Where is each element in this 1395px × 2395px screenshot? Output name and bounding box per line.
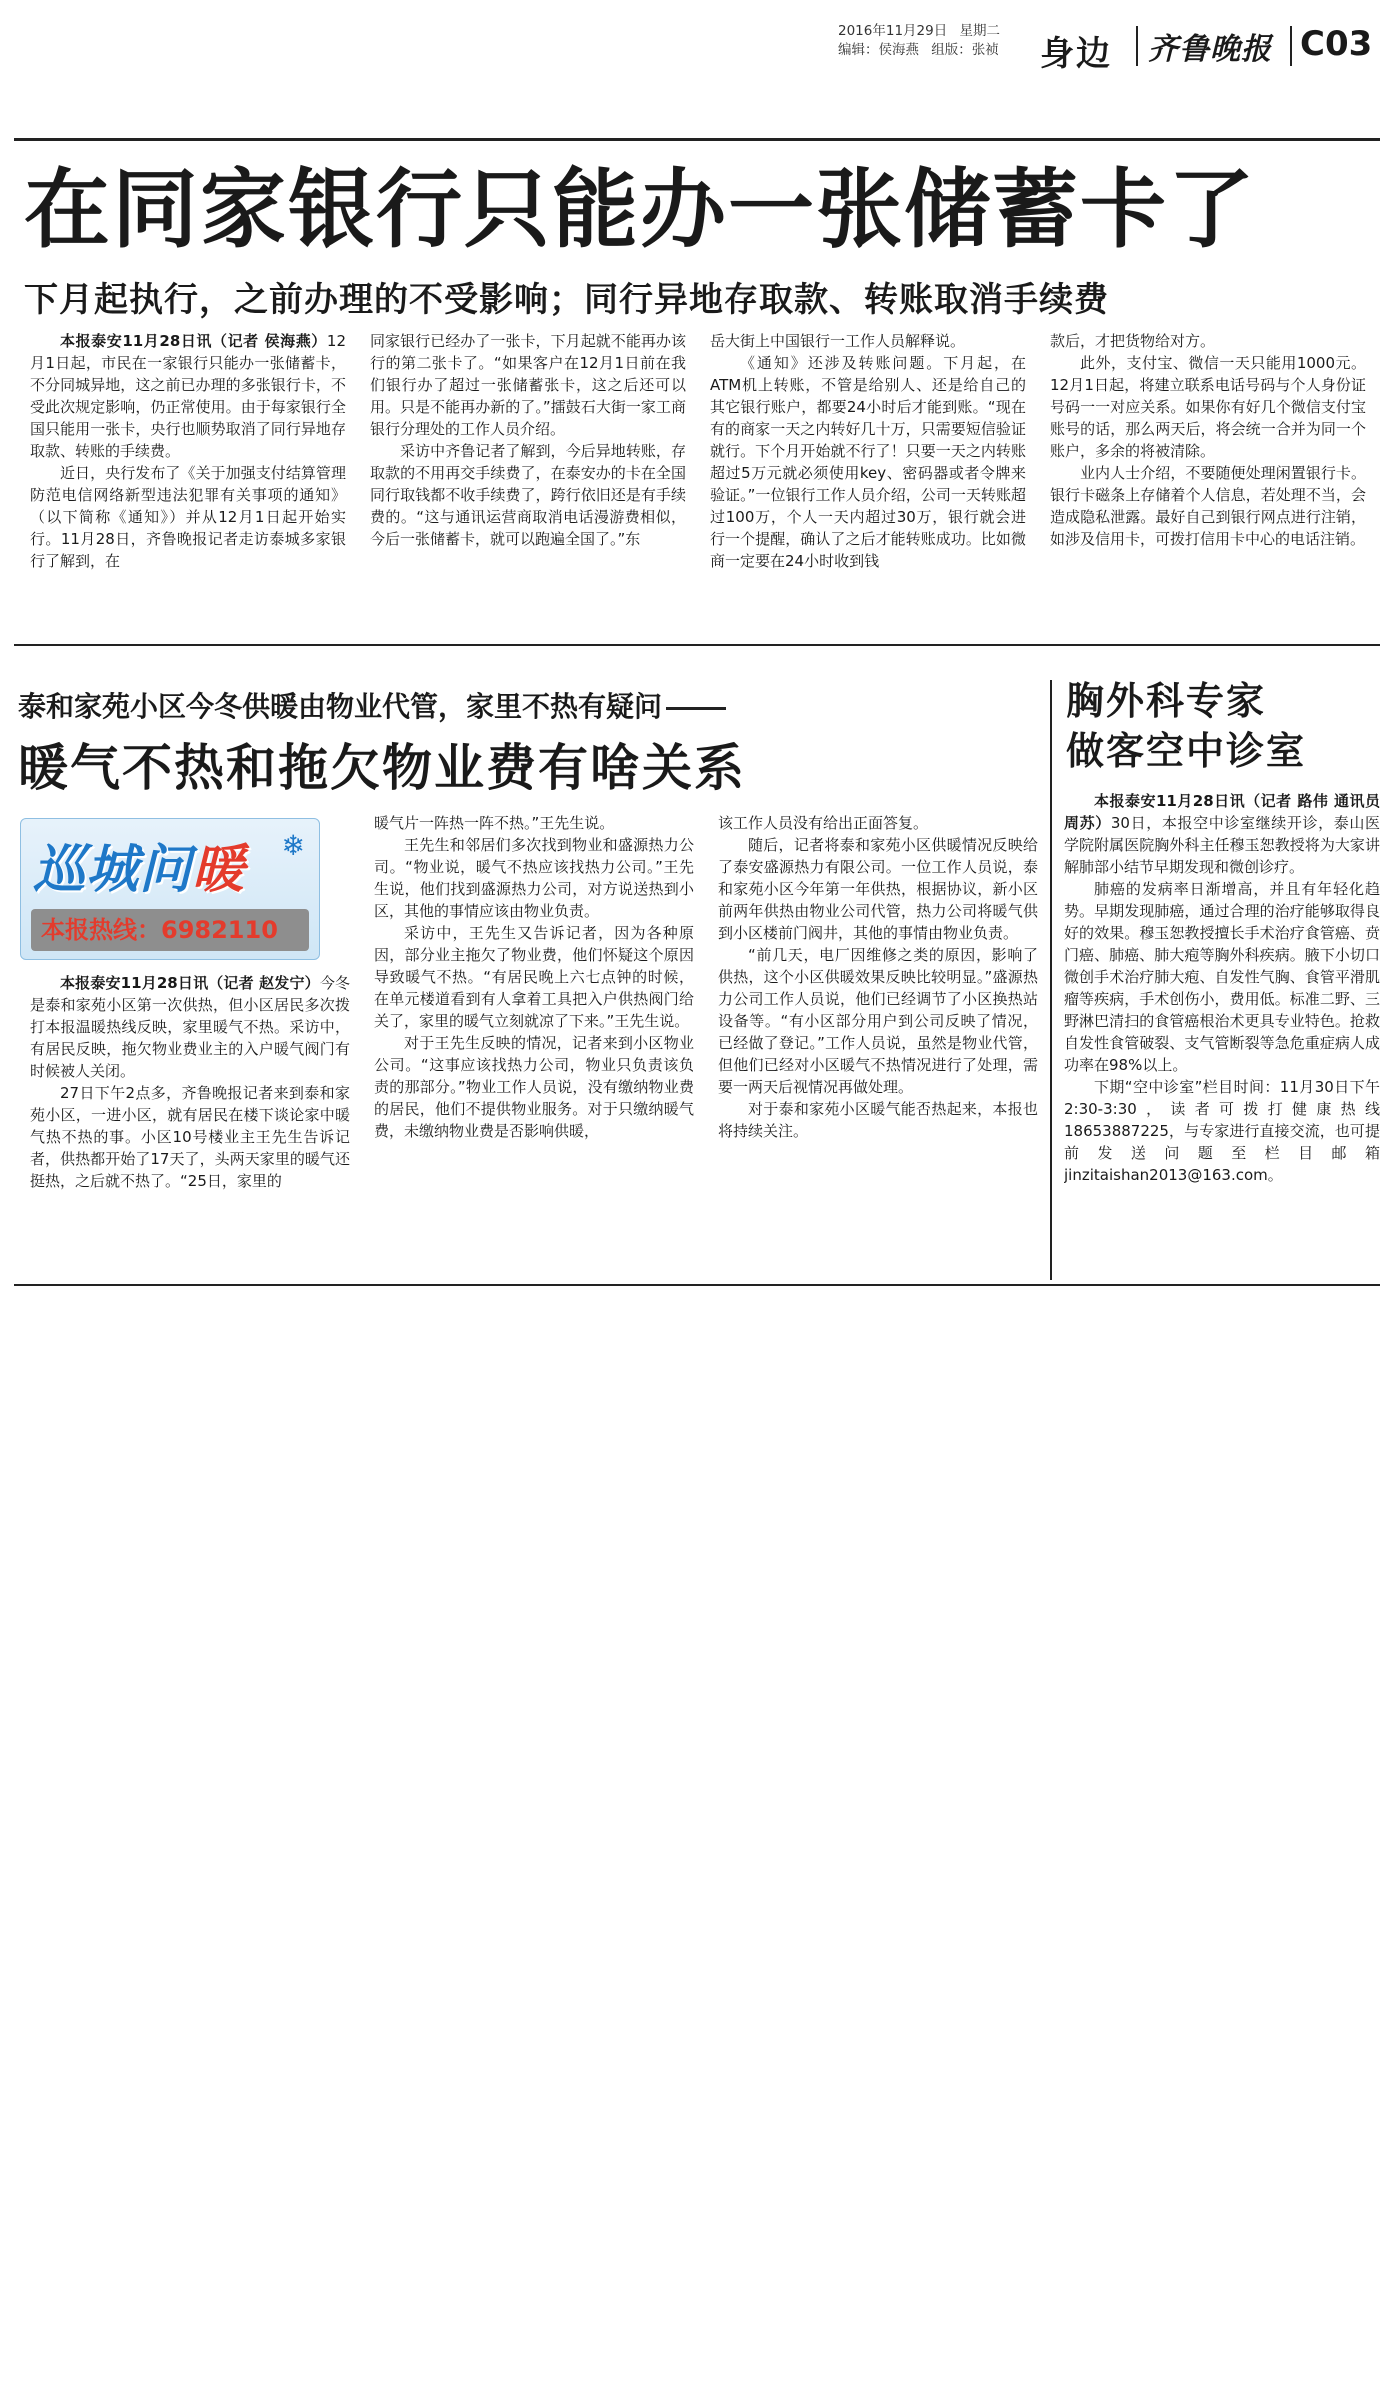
paragraph: 采访中齐鲁记者了解到，今后异地转账，存取款的不用再交手续费了，在泰安办的卡在全国同行取钱都不收手续费了，跨行依旧还是有手续费的。“这与通讯运营商取消电话漫游费相似，今后一张储蓄卡，就可以跑遍全国了。”东 [370,442,686,548]
layout-credit: 组版：张祯 [931,42,999,58]
paragraph: 暖气片一阵热一阵不热。”王先生说。 [374,814,615,832]
column-divider [1050,680,1052,1280]
header-divider [1136,26,1138,66]
article-c-byline: 本报泰安11月28日讯（记者 路伟 通讯员 周苏） [1064,792,1380,832]
article-a-byline: 本报泰安11月28日讯（记者 侯海燕） [60,332,327,350]
paragraph: 款后，才把货物给对方。 [1050,332,1216,350]
article-a-column [698,330,1038,628]
paragraph: 同家银行已经办了一张卡，下月起就不能再办该行的第二张卡了。“如果客户在12月1日前在我们银行办了超过一张储蓄张卡，这之后还可以用。只是不能再办新的了。”擂鼓石大街一家工商银行分理处的工作人员介绍。 [370,332,686,438]
paragraph: 今冬是泰和家苑小区第一次供热，但小区居民多次拨打本报温暖热线反映，家里暖气不热。采访中，有居民反映，拖欠物业费业主的入户暖气阀门有时候被人关闭。 [30,974,350,1080]
article-b-column [706,812,1050,1272]
headline-line: 做客空中诊室 [1066,729,1307,773]
paragraph: 下期“空中诊室”栏目时间：11月30日下午2:30-3:30，读者可拨打健康热线18653887225，与专家进行直接交流，也可提前发送问题至栏目邮箱jinzitaishan2013@163.com。 [1064,1078,1380,1184]
paragraph: 27日下午2点多，齐鲁晚报记者来到泰和家苑小区，一进小区，就有居民在楼下谈论家中暖气热不热的事。小区10号楼业主王先生告诉记者，供热都开始了17天了，头两天家里的暖气还挺热，之后就不热了。“25日，家里的 [30,1084,350,1190]
kicker-text: 泰和家苑小区今冬供暖由物业代管，家里不热有疑问 [18,690,663,723]
paragraph: 该工作人员没有给出正面答复。 [718,814,929,832]
snowflake-icon: ❄ [281,829,305,862]
article-b-column [362,812,706,1272]
editor-credit: 编辑：侯海燕 [838,42,919,58]
paragraph: 岳大街上中国银行一工作人员解释说。 [710,332,966,350]
issue-info [838,22,1038,60]
logo-title-hot: 暖 [192,840,246,900]
article-b-kicker [18,685,726,725]
hotline-label: 本报热线：6982110 [31,909,309,951]
section-name: 身边 [1040,34,1112,74]
paragraph: 采访中，王先生又告诉记者，因为各种原因，部分业主拖欠了物业费，他们怀疑这个原因导致暖气不热。“有居民晚上六七点钟的时候，在单元楼道看到有人拿着工具把入户供热阀门给关了，家里的暖气立刻就凉了下来。”王先生说。 [374,924,694,1030]
article-c-headline [1066,676,1376,776]
issue-weekday: 星期二 [959,23,1001,39]
newspaper-logo: 齐鲁晚报 [1148,32,1272,67]
paragraph: “前几天，电厂因维修之类的原因，影响了供热，这个小区供暖效果反映比较明显。”盛源热力公司工作人员说，他们已经调节了小区换热站设备等。“有小区部分用户到公司反映了情况，已经做了登记。”工作人员说，虽然是物业代管，但他们已经对小区暖气不热情况进行了处理，需要一两天后视情况再做处理。 [718,946,1038,1096]
article-a-column [1038,330,1378,628]
article-a-column [358,330,698,628]
logo-title [33,827,245,902]
kicker-dash [666,707,726,710]
header-divider [1290,26,1292,66]
section-rule [14,644,1380,646]
paragraph: 对于王先生反映的情况，记者来到小区物业公司。“这事应该找热力公司，物业只负责该负责的那部分。”物业工作人员说，没有缴纳物业费的居民，他们不提供物业服务。对于只缴纳暖气费，未缴纳物业费是否影响供暖， [374,1034,694,1140]
paragraph: 近日，央行发布了《关于加强支付结算管理防范电信网络新型违法犯罪有关事项的通知》（以下简称《通知》）并从12月1日起开始实行。11月28日，齐鲁晚报记者走访泰城多家银行了解到，在 [30,464,346,570]
headline-line: 胸外科专家 [1066,679,1267,723]
article-a-body [18,330,1380,628]
hotline-logo [20,818,320,960]
paragraph: 对于泰和家苑小区暖气能否热起来，本报也将持续关注。 [718,1100,1038,1140]
article-a-headline: 在同家银行只能办一张储蓄卡了 [24,160,1256,260]
page-number: C03 [1300,24,1373,64]
article-b-headline: 暖气不热和拖欠物业费有啥关系 [18,739,746,797]
paragraph: 12月1日起，市民在一家银行只能办一张储蓄卡，不分同城异地，这之前已办理的多张银行卡，不受此次规定影响，仍正常使用。由于每家银行全国只能用一张卡，央行也顺势取消了同行异地存取款、转账的手续费。 [30,332,346,460]
header-rule [14,138,1380,141]
section-rule [14,1284,1380,1286]
issue-date: 2016年11月29日 [838,23,948,39]
paragraph: 《通知》还涉及转账问题。下月起，在ATM机上转账，不管是给别人、还是给自己的其它银行账户，都要24小时后才能到账。“现在有的商家一天之内转好几十万，只需要短信验证就行。下个月开始就不行了！只要一天之内转账超过5万元就必须使用key、密码器或者令牌来验证。”一位银行工作人员介绍，公司一天转账超过100万，个人一天内超过30万，银行就会进行一个提醒，确认了之后才能转账成功。比如微商一定要在24小时收到钱 [710,354,1026,570]
paragraph: 王先生和邻居们多次找到物业和盛源热力公司。“物业说，暖气不热应该找热力公司。”王先生说，他们找到盛源热力公司，对方说送热到小区，其他的事情应该由物业负责。 [374,836,694,920]
article-b-byline: 本报泰安11月28日讯（记者 赵发宁） [60,974,320,992]
article-a-subheadline: 下月起执行，之前办理的不受影响；同行异地存取款、转账取消手续费 [24,280,1109,320]
paragraph: 随后，记者将泰和家苑小区供暖情况反映给了泰安盛源热力有限公司。一位工作人员说，泰和家苑小区今年第一年供热，根据协议，新小区前两年供热由物业公司代管，热力公司将暖气供到小区楼前门阀井，其他的事情由物业负责。 [718,836,1038,942]
paragraph: 此外，支付宝、微信一天只能用1000元。12月1日起，将建立联系电话号码与个人身份证号码一一对应关系。如果你有好几个微信支付宝账号的话，那么两天后，将会统一合并为同一个账户，多余的将被清除。 [1050,354,1366,460]
article-c-body [1064,790,1380,1280]
paragraph: 业内人士介绍，不要随便处理闲置银行卡。银行卡磁条上存储着个人信息，若处理不当，会造成隐私泄露。最好自己到银行网点进行注销，如涉及信用卡，可拨打信用卡中心的电话注销。 [1050,464,1366,548]
logo-title-main: 巡城问 [33,840,193,900]
paragraph: 肺癌的发病率日渐增高，并且有年轻化趋势。早期发现肺癌，通过合理的治疗能够取得良好的效果。穆玉恕教授擅长手术治疗食管癌、贲门癌、肺癌、肺大疱等胸外科疾病。腋下小切口微创手术治疗肺大疱、自发性气胸、食管平滑肌瘤等疾病，手术创伤小，费用低。标准二野、三野淋巴清扫的食管癌根治术更具专业特色。抢救自发性食管破裂、支气管断裂等急危重症病人成功率在98%以上。 [1064,880,1380,1074]
paragraph: 30日，本报空中诊室继续开诊，泰山医学院附属医院胸外科主任穆玉恕教授将为大家讲解肺部小结节早期发现和微创诊疗。 [1064,814,1380,876]
article-a-column [18,330,358,628]
